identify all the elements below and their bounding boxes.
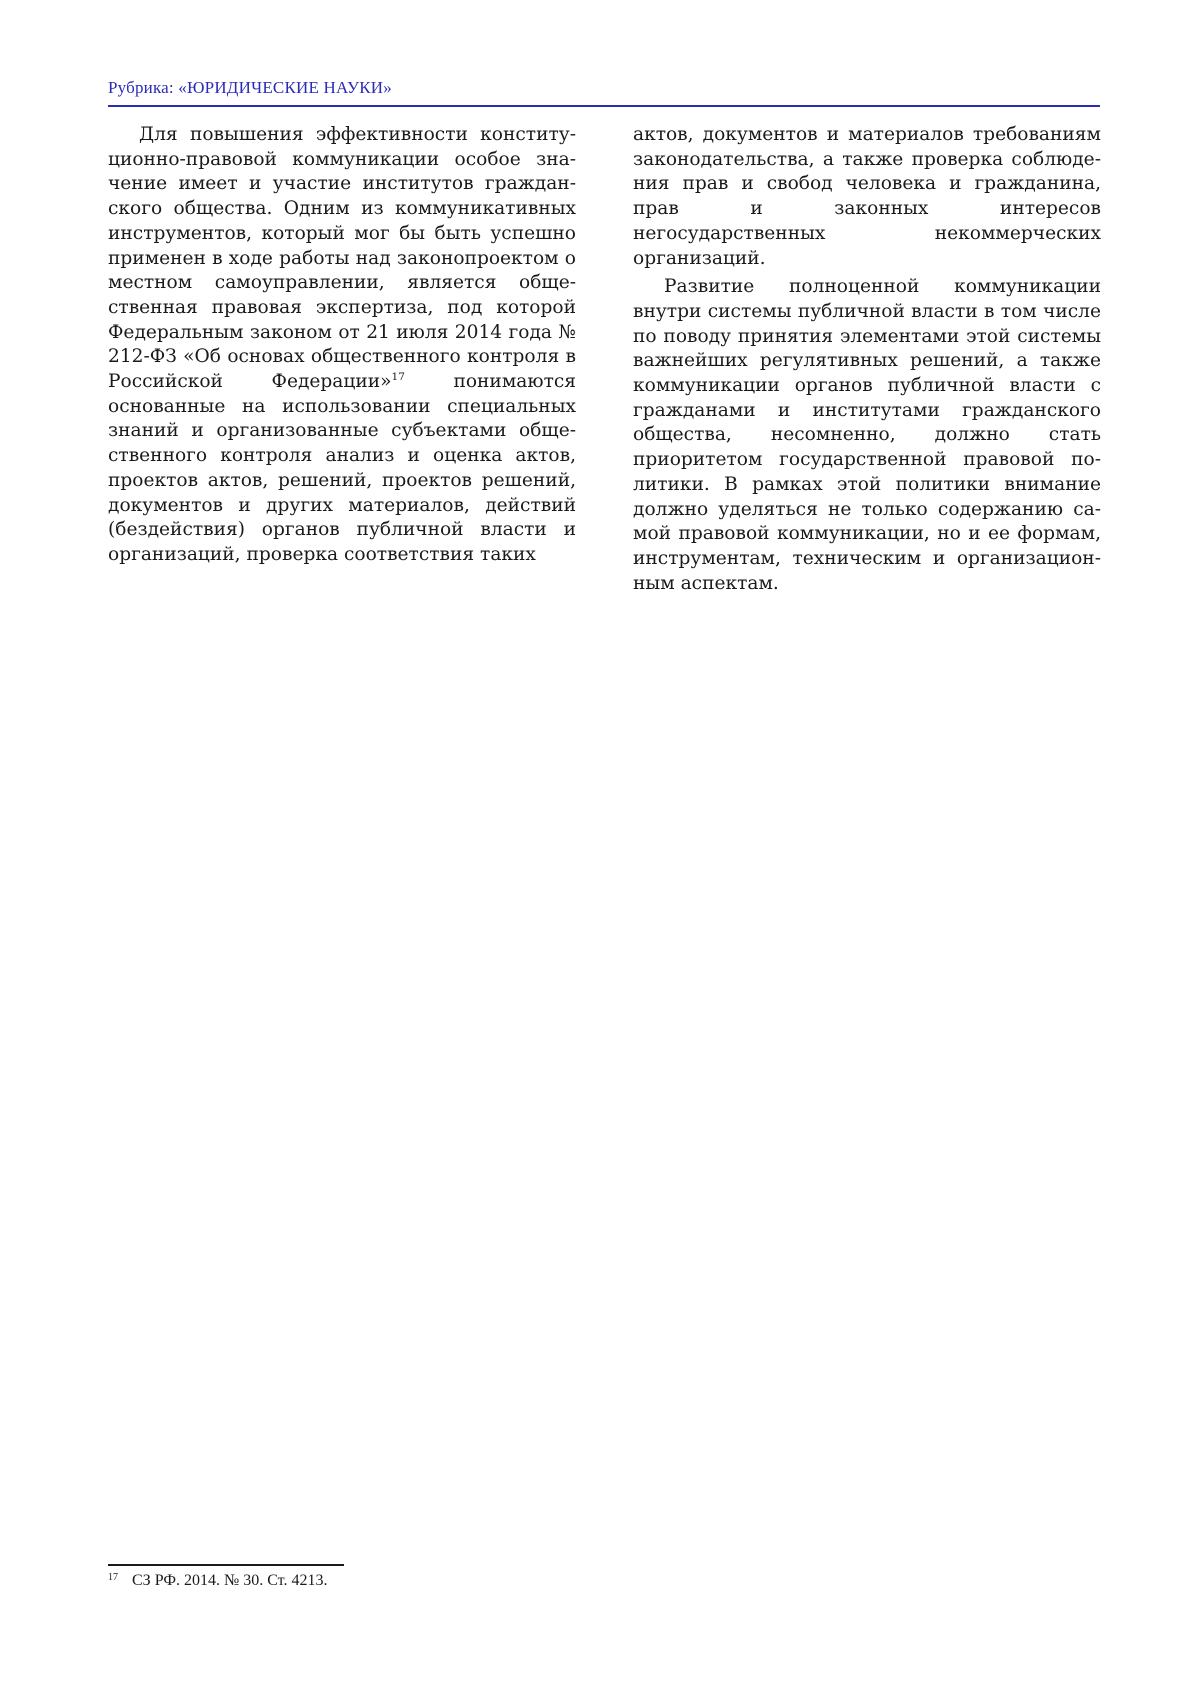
header-divider — [108, 105, 1100, 107]
paragraph-text-after-ref: понимаются основанные на использовании специальных знаний и организованные субъектами обще­ственного контроля анализ и оценка актов, проектов актов, решений, проектов решений, документов и других материалов, действий (бездействия) органов публичной власти и организаций, проверка соответствия таких — [108, 371, 576, 565]
running-header: Рубрика: «ЮРИДИЧЕСКИЕ НАУКИ» — [108, 78, 1100, 98]
left-column — [108, 123, 576, 568]
footnote-number: 17 — [108, 1572, 118, 1583]
footnote-divider — [108, 1564, 344, 1566]
right-column — [633, 123, 1101, 596]
paragraph-communication-development: Развитие полноценной коммуникации внутри системы публичной власти в том чис­ле по поводу принятия элементами этой си­стемы важнейших регулятивных решений, а также коммуникации органов публичной власти с гражданами и институтами граж­данского общества, несомненно, должно стать приоритетом государственной правовой по­литики. В рамках этой политики внимание должно уделяться не только содержанию са­мой правовой коммуникации, но и ее формам, инструментам, техническим и организацион­ным аспектам. — [633, 275, 1101, 596]
paragraph-continuation: актов, документов и материалов требованиям законодательства, а также проверка соблюде­ния прав и свобод человека и гражданина, прав и законных интересов негосударственных не­коммерческих организаций. — [633, 123, 1101, 271]
footnote-text: СЗ РФ. 2014. № 30. Ст. 4213. — [132, 1572, 327, 1589]
footnote — [108, 1572, 327, 1590]
footnote-reference[interactable]: 17 — [392, 371, 405, 383]
paragraph-text-before-ref: Для повышения эффективности конститу­ционно-правовой коммуникации особое зна­чение имеет и участие институтов граждан­ского общества. Одним из коммуникативных инструментов, который мог бы быть успешно применен в ходе работы над законопроектом о местном самоуправлении, является обще­ственная правовая экспертиза, под которой Федеральным законом от 21 июля 2014 года № 212-ФЗ «Об основах общественного контро­ля в Российской Федерации» — [108, 124, 576, 392]
paragraph-public-expertise — [108, 123, 576, 568]
